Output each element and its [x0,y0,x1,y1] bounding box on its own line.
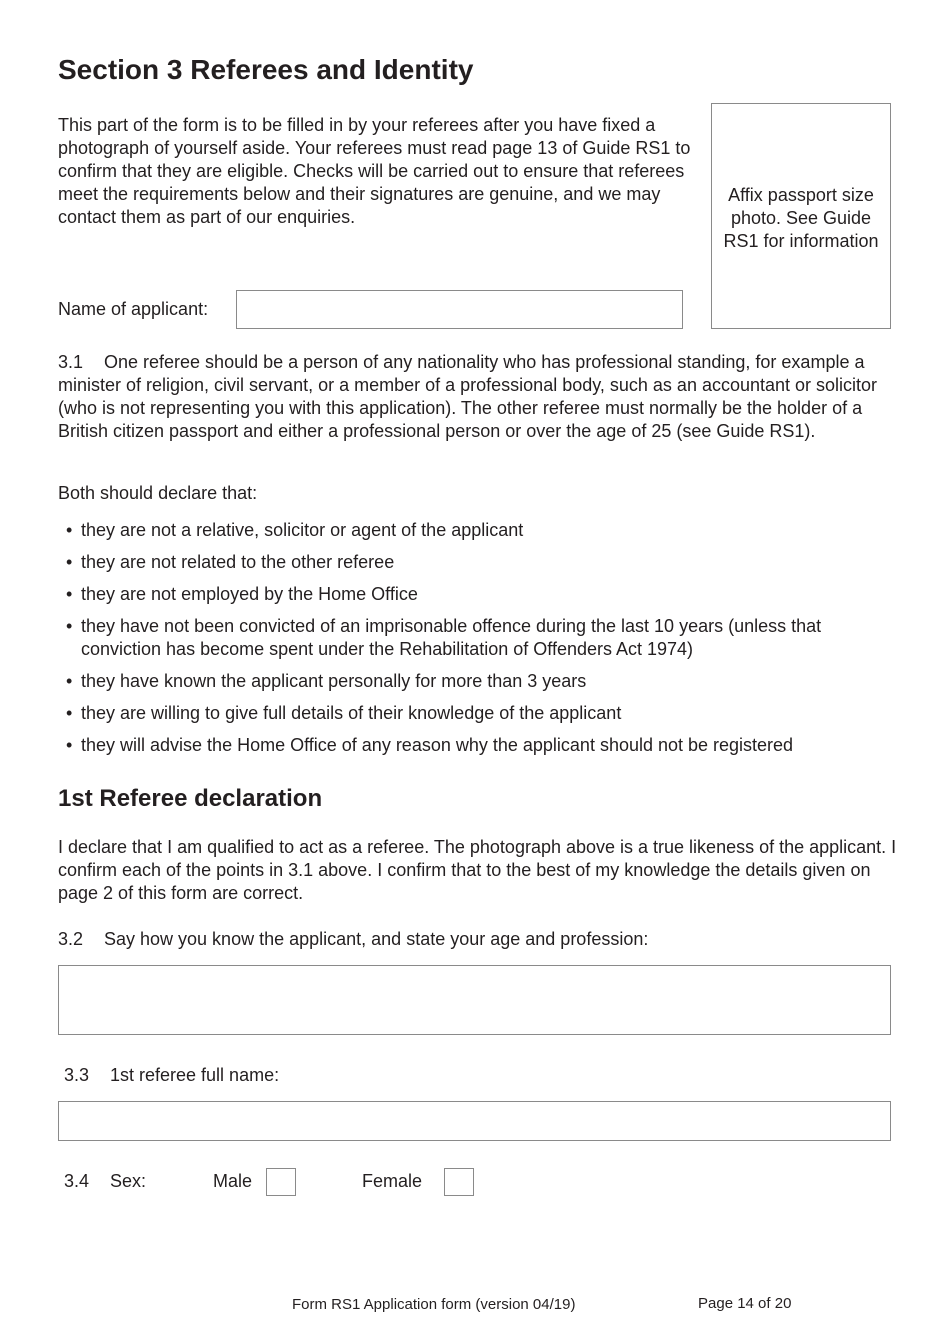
photo-box-instruction: Affix passport size photo. See Guide RS1 for information [723,185,879,251]
referee1-heading: 1st Referee declaration [58,785,323,812]
requirements-list [64,519,894,766]
q3-3-number: 3.3 [64,1065,90,1085]
q3-1-text [58,351,898,443]
list-item: • they are not related to the other referee [64,551,894,574]
q3-2-number: 3.2 [58,929,84,949]
list-item: • they are willing to give full details of their knowledge of the applicant [64,702,894,725]
q3-4-label [64,1170,146,1193]
q3-2-text: Say how you know the applicant, and state your age and profession: [104,929,649,949]
q3-2-label [58,928,648,951]
q3-4-text: Sex: [110,1171,147,1191]
list-item: • they have not been convicted of an imprisonable offence during the last 10 years (unless that conviction has become spent under the Rehabilitation of Offenders Act 1974) [64,615,894,661]
q3-1-number: 3.1 [58,352,84,372]
q3-1-body: One referee should be a person of any nationality who has professional standing, for example a minister of religion, civil servant, or a member of a professional body, such as an accountant or solicitor (who is not representing you with this application). The other referee must normally be the holder of a British citizen passport and either a professional person or over the age of 25 (see Guide RS1). [58,352,878,441]
referee1-full-name-field[interactable] [58,1101,891,1141]
q3-3-text: 1st referee full name: [110,1065,280,1085]
passport-photo-box[interactable] [711,103,891,329]
section-intro: This part of the form is to be filled in by your referees after you have fixed a photograph of yourself aside. Your referees must read page 13 of Guide RS1 to confirm that they are eligible. Checks will be carried out to ensure that referees meet the requirements below and their signatures are genuine, and we may contact them as part of our enquiries. [58,115,691,227]
female-checkbox[interactable] [444,1168,474,1196]
referee1-relationship-field[interactable] [58,965,891,1035]
list-item: • they are not a relative, solicitor or agent of the applicant [64,519,894,542]
footer-form-name: Form RS1 Application form (version 04/19) [292,1296,576,1313]
female-label: Female [362,1171,423,1191]
footer-page-number: Page 14 of 20 [698,1295,792,1312]
applicant-name-label: Name of applicant: [58,299,209,319]
list-item: • they will advise the Home Office of any reason why the applicant should not be registered [64,734,894,757]
referee1-declaration: I declare that I am qualified to act as a referee. The photograph above is a true likeness of the applicant. I confirm each of the points in 3.1 above. I confirm that to the best of my knowledge the details given on page 2 of this form are correct. [58,837,897,903]
q3-4-number: 3.4 [64,1171,90,1191]
male-label: Male [213,1171,253,1191]
section-title: Section 3 Referees and Identity [58,54,474,85]
applicant-name-field[interactable] [236,290,683,329]
male-checkbox[interactable] [266,1168,296,1196]
declare-intro: Both should declare that: [58,483,258,503]
list-item: • they have known the applicant personally for more than 3 years [64,670,894,693]
list-item: • they are not employed by the Home Office [64,583,894,606]
q3-3-label [64,1064,279,1087]
